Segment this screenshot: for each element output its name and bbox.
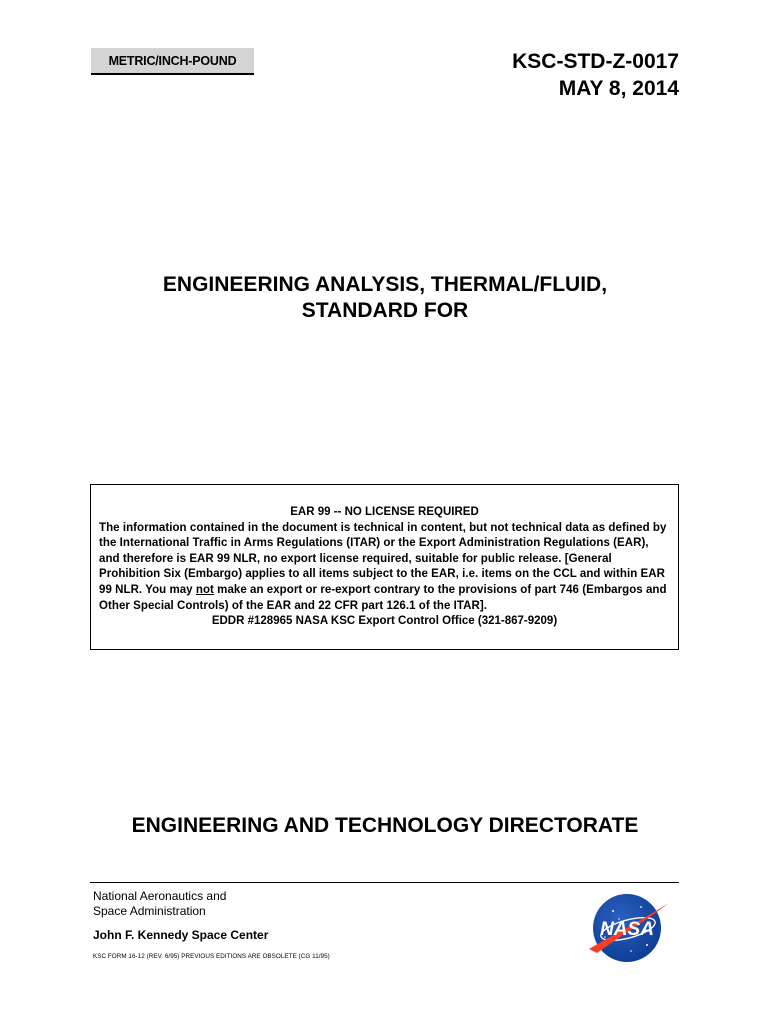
- agency-line-1: National Aeronautics and: [93, 889, 227, 903]
- nasa-logo-icon: [583, 891, 673, 965]
- units-label: [91, 48, 254, 75]
- units-text: METRIC/INCH-POUND: [108, 53, 237, 68]
- notice-body-part-2: make an export or re-export contrary to the provisions of part 746 (Embargos and Other Special Controls) of the EAR and 22 CFR part 126.1 of the ITAR].: [99, 583, 667, 612]
- notice-heading: EAR 99 -- NO LICENSE REQUIRED: [290, 506, 479, 518]
- document-title: [0, 272, 770, 324]
- notice-body: [99, 521, 670, 615]
- center-name: John F. Kennedy Space Center: [93, 928, 269, 942]
- footer-divider: [90, 882, 679, 883]
- agency-line-2: Space Administration: [93, 904, 206, 918]
- directorate-name: ENGINEERING AND TECHNOLOGY DIRECTORATE: [131, 814, 639, 837]
- agency-name: [93, 889, 226, 919]
- title-line-2: STANDARD FOR: [301, 299, 469, 322]
- notice-body-part-1: The information contained in the document is technical in content, but not technical data as defined by the International Traffic in Arms Regulations (ITAR) or the Export Administration Regulations (EAR), and therefore is EAR 99 NLR, no export license required, suitable for public release. [General Prohibition Six (Embargo) applies to all items subject to the EAR, i.e. items on the CCL and within EAR 99 NLR. You may: [99, 521, 667, 596]
- notice-emphasis: not: [195, 583, 214, 596]
- document-identifier: [512, 48, 679, 102]
- nasa-logo-text: NASA: [600, 919, 654, 940]
- document-number: KSC-STD-Z-0017: [512, 50, 679, 73]
- form-note: KSC FORM 16-12 (REV. 6/95) PREVIOUS EDITIONS ARE OBSOLETE (CG 11/95): [93, 953, 330, 960]
- notice-footer: EDDR #128965 NASA KSC Export Control Office (321-867-9209): [211, 615, 558, 628]
- export-control-notice: [90, 484, 679, 650]
- title-line-1: ENGINEERING ANALYSIS, THERMAL/FLUID,: [162, 273, 608, 296]
- document-date: MAY 8, 2014: [558, 77, 679, 100]
